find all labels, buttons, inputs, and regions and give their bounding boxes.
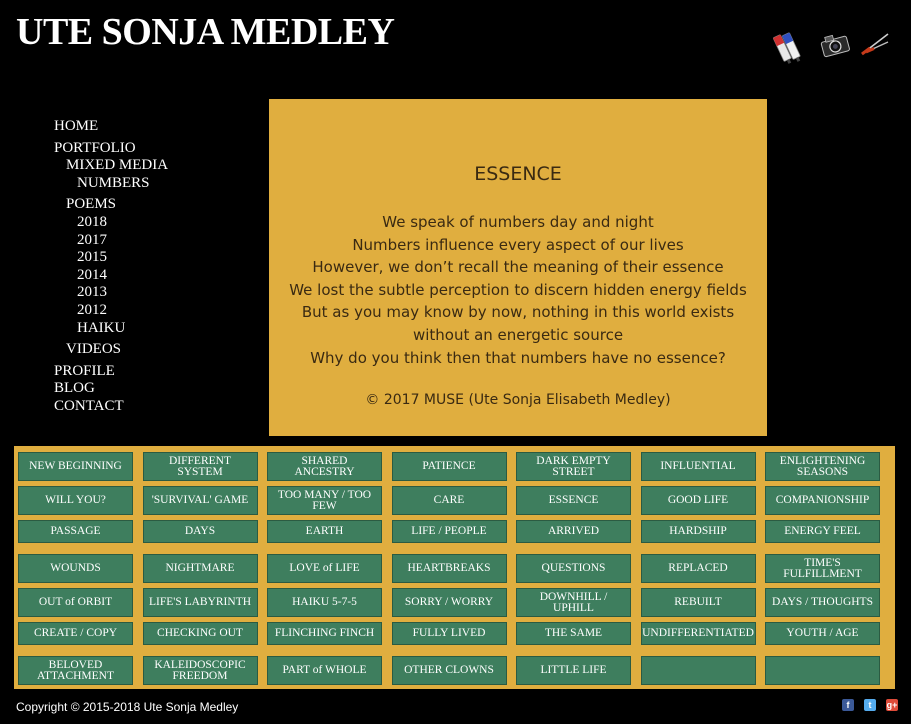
nav-item-2012[interactable]: 2012 bbox=[77, 301, 107, 318]
poem-link[interactable]: CARE bbox=[392, 486, 507, 515]
poem-link[interactable]: PASSAGE bbox=[18, 520, 133, 543]
poem-link[interactable]: GOOD LIFE bbox=[641, 486, 756, 515]
poem-copyright: © 2017 MUSE (Ute Sonja Elisabeth Medley) bbox=[365, 392, 671, 408]
poem-panel bbox=[269, 99, 767, 436]
poem-link[interactable]: HEARTBREAKS bbox=[392, 554, 507, 583]
empty-cell bbox=[641, 656, 756, 685]
poem-link[interactable]: TIME'S FULFILLMENT bbox=[765, 554, 880, 583]
poem-link[interactable]: YOUTH / AGE bbox=[765, 622, 880, 645]
poem-link[interactable]: EARTH bbox=[267, 520, 382, 543]
poem-link[interactable]: CREATE / COPY bbox=[18, 622, 133, 645]
poem-link[interactable]: LIFE / PEOPLE bbox=[392, 520, 507, 543]
poem-link[interactable]: DAYS / THOUGHTS bbox=[765, 588, 880, 617]
nav-item-mixed-media[interactable]: MIXED MEDIA bbox=[66, 157, 169, 174]
poem-link[interactable]: NEW BEGINNING bbox=[18, 452, 133, 481]
poem-link[interactable]: REBUILT bbox=[641, 588, 756, 617]
poem-link[interactable]: DIFFERENT SYSTEM bbox=[143, 452, 258, 481]
nav-item-2017[interactable]: 2017 bbox=[77, 231, 107, 248]
poem-line: Numbers influence every aspect of our lives bbox=[352, 235, 684, 254]
poem-link[interactable]: ENLIGHTENING SEASONS bbox=[765, 452, 880, 481]
nav-item-home[interactable]: HOME bbox=[54, 118, 99, 134]
poem-link[interactable]: DOWNHILL / UPHILL bbox=[516, 588, 631, 617]
poem-line: But as you may know by now, nothing in this world exists bbox=[301, 303, 735, 322]
poem-link[interactable]: THE SAME bbox=[516, 622, 631, 645]
poem-link[interactable]: FULLY LIVED bbox=[392, 622, 507, 645]
footer-copyright: Copyright © 2015-2018 Ute Sonja Medley bbox=[16, 700, 239, 714]
nav-item-contact[interactable]: CONTACT bbox=[54, 397, 124, 414]
site-title[interactable]: UTE SONJA MEDLEY bbox=[16, 11, 395, 53]
poem-link[interactable]: OUT of ORBIT bbox=[18, 588, 133, 617]
poem-link[interactable]: LITTLE LIFE bbox=[516, 656, 631, 685]
poem-link[interactable]: ESSENCE bbox=[516, 486, 631, 515]
scissors-icon bbox=[858, 28, 892, 58]
poem-link[interactable]: HARDSHIP bbox=[641, 520, 756, 543]
nav-item-portfolio[interactable]: PORTFOLIO bbox=[54, 139, 136, 156]
poem-link[interactable]: BELOVED ATTACHMENT bbox=[18, 656, 133, 685]
poem-link[interactable]: SHARED ANCESTRY bbox=[267, 452, 382, 481]
poem-link[interactable]: NIGHTMARE bbox=[143, 554, 258, 583]
poem-body bbox=[269, 211, 767, 369]
nav-item-2015[interactable]: 2015 bbox=[77, 249, 107, 266]
nav-item-2013[interactable]: 2013 bbox=[77, 284, 107, 301]
poem-link[interactable]: COMPANIONSHIP bbox=[765, 486, 880, 515]
poem-link[interactable]: REPLACED bbox=[641, 554, 756, 583]
poem-link[interactable]: TOO MANY / TOO FEW bbox=[267, 486, 382, 515]
poem-link[interactable]: CHECKING OUT bbox=[143, 622, 258, 645]
nav-item-2014[interactable]: 2014 bbox=[77, 266, 107, 283]
header-icons bbox=[772, 26, 892, 66]
poem-link[interactable]: PATIENCE bbox=[392, 452, 507, 481]
nav-item-2018[interactable]: 2018 bbox=[77, 213, 107, 230]
facebook-icon[interactable]: f bbox=[842, 699, 854, 711]
poem-index-grid bbox=[18, 452, 892, 685]
poem-link[interactable]: HAIKU 5-7-5 bbox=[267, 588, 382, 617]
nav-item-poems[interactable]: POEMS bbox=[66, 196, 117, 213]
poem-line: without an energetic source bbox=[412, 325, 624, 344]
poem-link[interactable]: DAYS bbox=[143, 520, 258, 543]
poem-link[interactable]: FLINCHING FINCH bbox=[267, 622, 382, 645]
camera-icon bbox=[820, 30, 850, 60]
poem-link[interactable]: INFLUENTIAL bbox=[641, 452, 756, 481]
empty-cell bbox=[765, 656, 880, 685]
nav-item-videos[interactable]: VIDEOS bbox=[66, 341, 121, 358]
nav-item-profile[interactable]: PROFILE bbox=[54, 362, 115, 379]
poem-link[interactable]: DARK EMPTY STREET bbox=[516, 452, 631, 481]
poem-link[interactable]: LOVE of LIFE bbox=[267, 554, 382, 583]
poem-link[interactable]: PART of WHOLE bbox=[267, 656, 382, 685]
google-plus-icon[interactable]: g+ bbox=[886, 700, 898, 710]
twitter-icon[interactable]: t bbox=[864, 699, 876, 711]
poem-link[interactable]: KALEIDOSCOPIC FREEDOM bbox=[143, 656, 258, 685]
poem-line: We speak of numbers day and night bbox=[382, 213, 654, 231]
poem-link[interactable]: UNDIFFERENTIATED bbox=[641, 622, 756, 645]
poem-link[interactable]: LIFE'S LABYRINTH bbox=[143, 588, 258, 617]
poem-line: We lost the subtle perception to discern hidden energy fields bbox=[289, 280, 747, 299]
poem-line: However, we don’t recall the meaning of their essence bbox=[312, 258, 724, 277]
poem-index-panel bbox=[14, 446, 895, 689]
poem-line: Why do you think then that numbers have no essence? bbox=[310, 348, 726, 367]
poem-link[interactable]: ARRIVED bbox=[516, 520, 631, 543]
poem-link[interactable]: WILL YOU? bbox=[18, 486, 133, 515]
nav-item-blog[interactable]: BLOG bbox=[54, 380, 95, 397]
nav-item-haiku[interactable]: HAIKU bbox=[77, 319, 126, 336]
poem-link[interactable]: WOUNDS bbox=[18, 554, 133, 583]
poem-title: ESSENCE bbox=[474, 163, 562, 185]
paint-tubes-icon bbox=[772, 26, 806, 66]
poem-link[interactable]: QUESTIONS bbox=[516, 554, 631, 583]
nav-item-numbers[interactable]: NUMBERS bbox=[77, 174, 150, 191]
poem-link[interactable]: SORRY / WORRY bbox=[392, 588, 507, 617]
poem-link[interactable]: ENERGY FEEL bbox=[765, 520, 880, 543]
poem-link[interactable]: OTHER CLOWNS bbox=[392, 656, 507, 685]
side-navigation bbox=[54, 118, 254, 416]
poem-link[interactable]: 'SURVIVAL' GAME bbox=[143, 486, 258, 515]
